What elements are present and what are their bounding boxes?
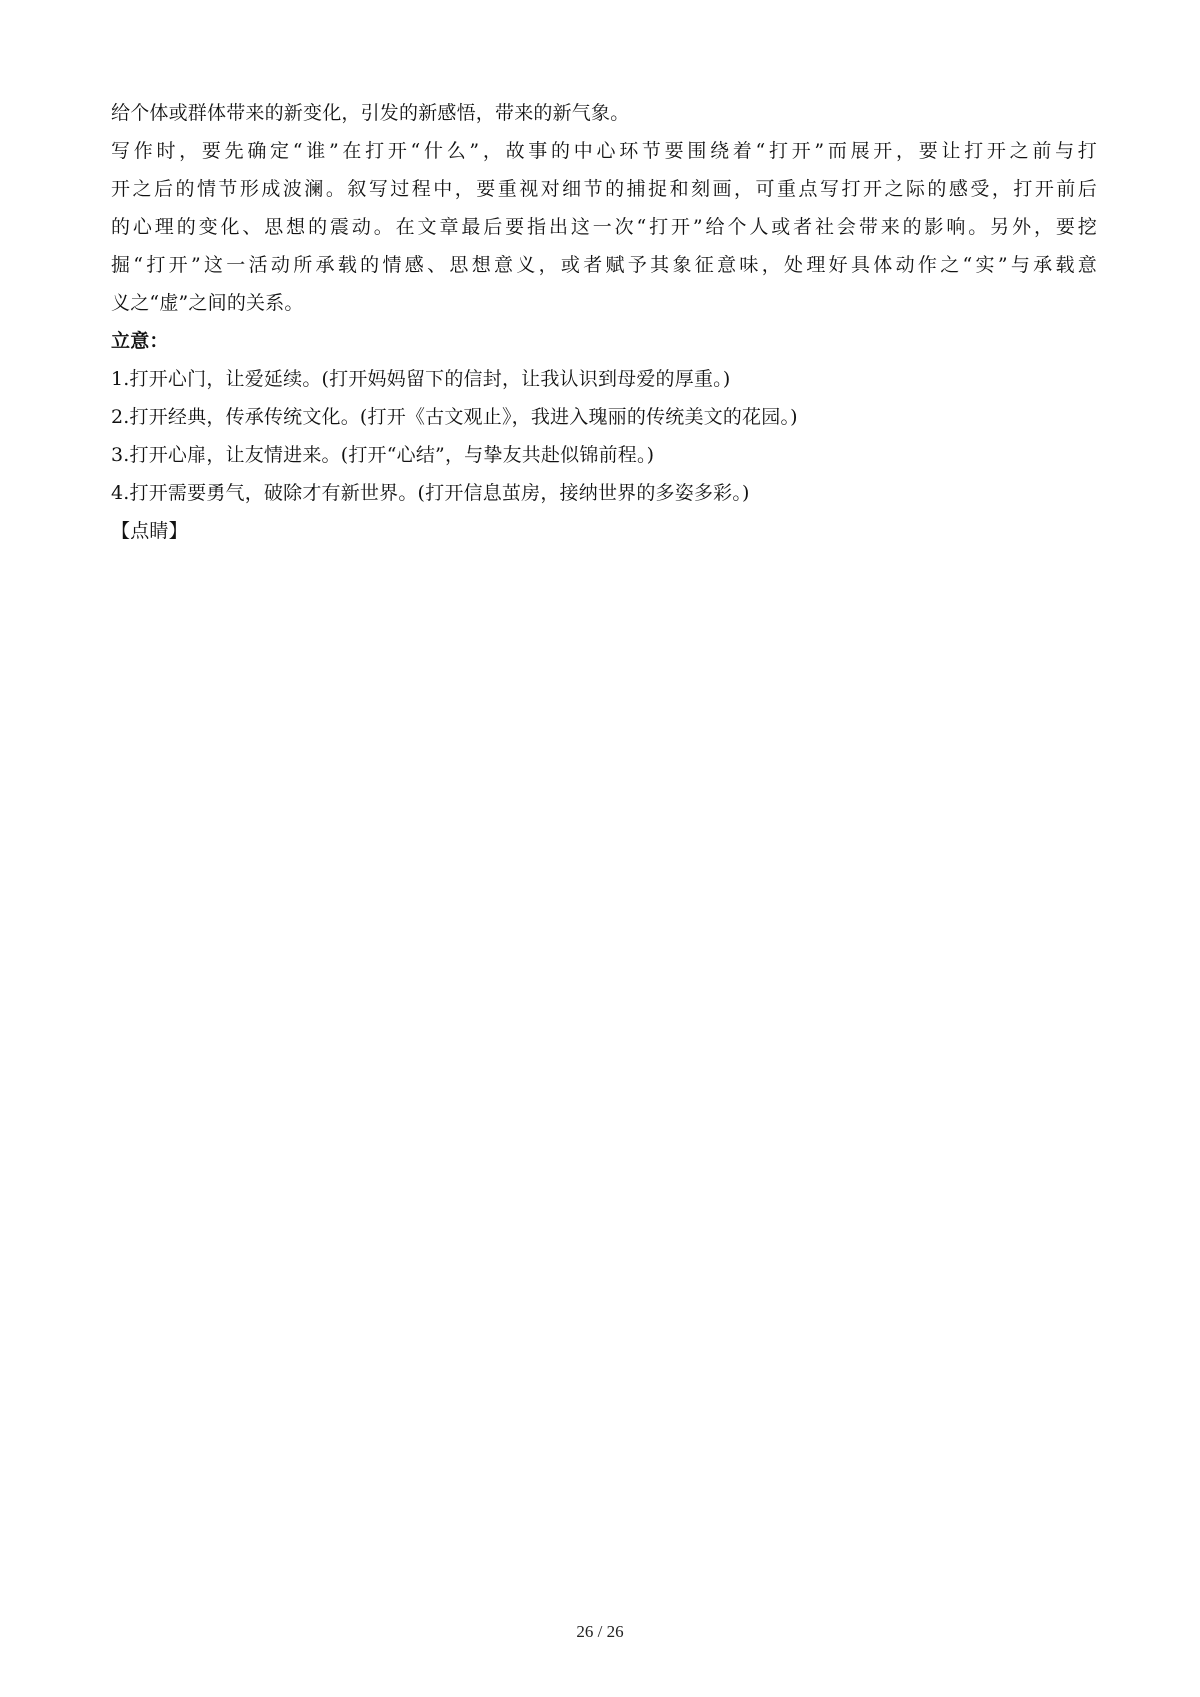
paragraph-line: 的心理的变化、思想的震动。在文章最后要指出这一次“打开”给个人或者社会带来的影响。另外，要挖 (111, 216, 1097, 238)
writing-paragraph (111, 132, 1097, 322)
theme-item: 2.打开经典，传承传统文化。(打开《古文观止》，我进入瑰丽的传统美文的花园。) (111, 406, 798, 428)
page-number: 26 / 26 (576, 1622, 624, 1641)
paragraph-line: 义之“虚”之间的关系。 (111, 292, 304, 314)
paragraph-line: 掘“打开”这一活动所承载的情感、思想意义，或者赋予其象征意味，处理好具体动作之“实”与承载意 (111, 254, 1097, 276)
theme-item: 3.打开心扉，让友情进来。(打开“心结”，与挚友共赴似锦前程。) (111, 444, 655, 466)
highlight-heading: 【点睛】 (111, 520, 188, 542)
intro-line: 给个体或群体带来的新变化，引发的新感悟，带来的新气象。 (111, 102, 630, 124)
paragraph-line: 开之后的情节形成波澜。叙写过程中，要重视对细节的捕捉和刻画，可重点写打开之际的感受，打开前后 (111, 178, 1097, 200)
paragraph-line: 写作时，要先确定“谁”在打开“什么”，故事的中心环节要围绕着“打开”而展开，要让打开之前与打 (111, 140, 1097, 162)
theme-item: 1.打开心门，让爱延续。(打开妈妈留下的信封，让我认识到母爱的厚重。) (111, 368, 731, 390)
page-content (111, 94, 1097, 550)
theme-item: 4.打开需要勇气，破除才有新世界。(打开信息茧房，接纳世界的多姿多彩。) (111, 482, 750, 504)
theme-heading: 立意： (111, 330, 169, 352)
